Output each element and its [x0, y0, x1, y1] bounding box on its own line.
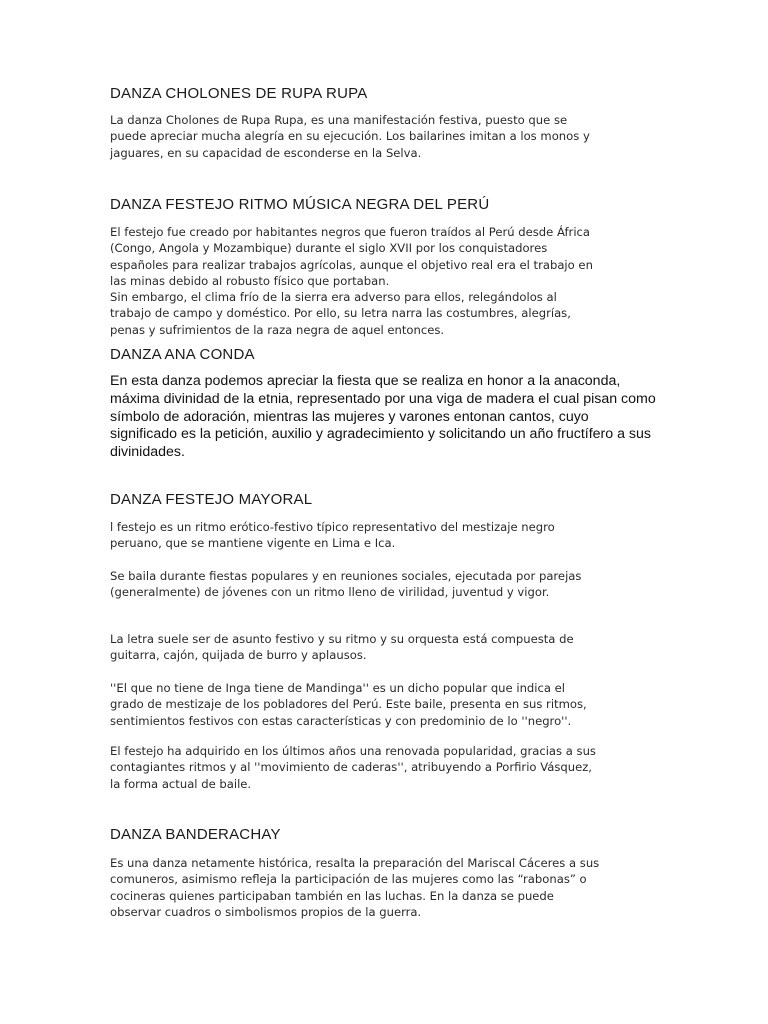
- text-line: trabajo de campo y doméstico. Por ello, su letra narra las costumbres, alegrías,: [110, 306, 571, 321]
- text-line: sentimientos festivos con estas características y con predominio de lo ''negro''.: [110, 713, 572, 728]
- section-paragraph: [110, 224, 670, 338]
- text-line: El festejo ha adquirido en los últimos años una renovada popularidad, gracias a sus: [110, 744, 596, 758]
- text-line: peruano, que se mantiene vigente en Lima e Ica.: [110, 536, 396, 551]
- section-heading-festejo-ritmo: DANZA FESTEJO RITMO MÚSICA NEGRA DEL PERÚ: [110, 196, 490, 213]
- text-line: La letra suele ser de asunto festivo y su ritmo y su orquesta está compuesta de: [110, 632, 574, 646]
- text-line: divinidades.: [110, 444, 185, 461]
- text-line: españoles para realizar trabajos agrícolas, aunque el objetivo real era el trabajo en: [110, 257, 593, 272]
- section-heading-ana-conda: DANZA ANA CONDA: [110, 346, 255, 363]
- section-paragraph: [110, 743, 670, 792]
- text-line: El festejo fue creado por habitantes negros que fueron traídos al Perú desde África: [110, 225, 591, 239]
- text-line: símbolo de adoración, mientras las mujeres y varones entonan cantos, cuyo: [110, 408, 589, 425]
- text-line: contagiantes ritmos y al ''movimiento de caderas'', atribuyendo a Porfirio Vásquez,: [110, 760, 592, 775]
- text-line: la forma actual de baile.: [110, 776, 252, 791]
- text-line: La danza Cholones de Rupa Rupa, es una manifestación festiva, puesto que se: [110, 113, 568, 127]
- section-heading-cholones: DANZA CHOLONES DE RUPA RUPA: [110, 85, 368, 102]
- text-line: máxima divinidad de la etnia, representado por una viga de madera el cual pisan como: [110, 390, 656, 407]
- section-paragraph: [110, 568, 670, 601]
- text-line: En esta danza podemos apreciar la fiesta que se realiza en honor a la anaconda,: [110, 373, 621, 389]
- text-line: (generalmente) de jóvenes con un ritmo lleno de virilidad, juventud y vigor.: [110, 585, 550, 600]
- section-paragraph: [110, 855, 670, 920]
- text-line: (Congo, Angola y Mozambique) durante el siglo XVII por los conquistadores: [110, 241, 548, 256]
- text-line: Se baila durante fiestas populares y en reuniones sociales, ejecutada por parejas: [110, 569, 582, 583]
- section-heading-banderachay: DANZA BANDERACHAY: [110, 826, 281, 843]
- text-line: las minas debido al robusto físico que portaban.: [110, 273, 390, 288]
- text-line: jaguares, en su capacidad de esconderse en la Selva.: [110, 145, 422, 160]
- section-heading-festejo-mayoral: DANZA FESTEJO MAYORAL: [110, 491, 313, 508]
- text-line: cocineras quienes participaban también en las luchas. En la danza se puede: [110, 888, 554, 903]
- text-line: significado es la petición, auxilio y agradecimiento y solicitando un año fructífero a sus: [110, 426, 652, 443]
- section-paragraph: [110, 680, 670, 729]
- text-line: Es una danza netamente histórica, resalta la preparación del Mariscal Cáceres a sus: [110, 856, 600, 870]
- text-line: penas y sufrimientos de la raza negra de aquel entonces.: [110, 322, 445, 337]
- text-line: puede apreciar mucha alegría en su ejecución. Los bailarines imitan a los monos y: [110, 129, 590, 144]
- section-paragraph: [110, 519, 670, 552]
- text-line: grado de mestizaje de los pobladores del Perú. Este baile, presenta en sus ritmos,: [110, 697, 587, 712]
- text-line: comuneros, asimismo refleja la participación de las mujeres como las “rabonas” o: [110, 872, 587, 887]
- text-line: guitarra, cajón, quijada de burro y aplausos.: [110, 648, 367, 663]
- section-paragraph: [110, 112, 670, 161]
- section-paragraph: [110, 631, 670, 664]
- text-line: l festejo es un ritmo erótico-festivo típico representativo del mestizaje negro: [110, 520, 555, 534]
- text-line: observar cuadros o simbolismos propios de la guerra.: [110, 904, 422, 919]
- text-line: Sin embargo, el clima frío de la sierra era adverso para ellos, relegándolos al: [110, 290, 557, 305]
- section-paragraph: [110, 373, 670, 462]
- text-line: ''El que no tiene de Inga tiene de Mandinga'' es un dicho popular que indica el: [110, 681, 566, 695]
